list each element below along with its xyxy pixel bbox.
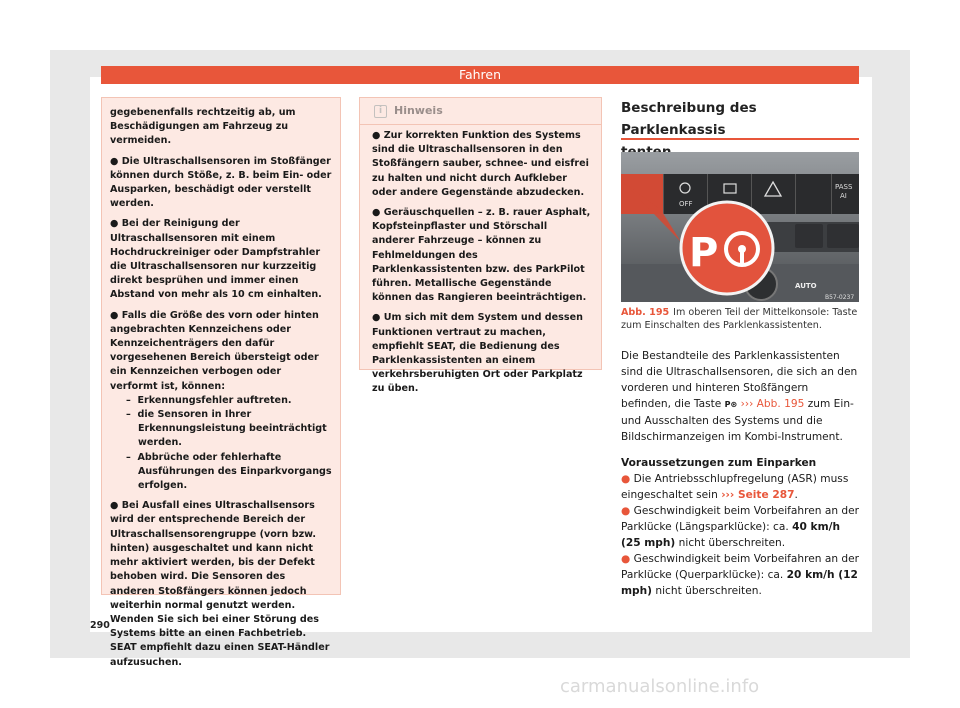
- bullet-text: Bei Ausfall eines Ultraschallsensors wird der entsprechende Bereich der Ultraschallsensorengruppe (vorn bzw. hinten) ausgeschaltet und kann nicht mehr aktiviert werden, bis der Defekt behoben wird. Die Sensoren des anderen Stoßfängers können jedoch weiterhin normal genutzt werden. Wenden Sie sich bei einer Störung des Systems bitte an einen Fachbetrieb. SEAT empfiehlt dazu einen SEAT-Händler aufzusuchen.: [110, 500, 330, 668]
- requirement-text: nicht überschreiten.: [655, 585, 762, 597]
- hinweis-bullet: [372, 311, 591, 396]
- title-rule: [621, 138, 859, 140]
- caption-text: Im oberen Teil der Mittelkonsole: Taste zum Einschalten des Parklenkassistenten.: [621, 307, 858, 331]
- bullet-icon: ●: [110, 218, 122, 230]
- requirement-text: Die Antriebsschlupfregelung (ASR) muss eingeschaltet sein: [621, 473, 849, 501]
- caption-label: Abb. 195: [621, 307, 670, 318]
- warning-bullet: [110, 155, 332, 212]
- requirement-text: nicht überschreiten.: [678, 537, 786, 549]
- requirement-text: Geschwindigkeit beim Vorbeifahren an der Parklücke (Querparklücke): ca.: [621, 553, 860, 581]
- info-icon: i: [374, 105, 387, 118]
- console-figure: [621, 152, 859, 302]
- body-text: [621, 348, 859, 599]
- paragraph-text: zum Ein- und Ausschalten des Systems und die Bildschirmanzeigen im Kombi-Instrument.: [621, 398, 854, 443]
- bullet-icon: ●: [621, 505, 634, 517]
- watermark: carmanualsonline.info: [560, 676, 760, 697]
- dash-text: die Sensoren in Ihrer Erkennungsleistung beeinträchtigt werden.: [137, 409, 327, 449]
- hinweis-title: Hinweis: [394, 103, 443, 117]
- bullet-text: Die Ultraschallsensoren im Stoßfänger können durch Stöße, z. B. beim Ein- oder Ausparken, beschädigt oder verstellt werden.: [110, 155, 332, 210]
- section-title-line: Beschreibung des Parklenkassis: [621, 100, 757, 138]
- airbag-label: AI: [840, 192, 847, 200]
- hinweis-bullet: [372, 206, 591, 305]
- intro-paragraph: [621, 348, 859, 445]
- requirement-text: Geschwindigkeit beim Vorbeifahren an der Parklücke (Längsparklücke): ca.: [621, 505, 860, 533]
- dash-text: Erkennungsfehler auftreten.: [137, 394, 292, 406]
- bullet-text: Bei der Reinigung der Ultraschallsensoren mit einem Hochdruckreiniger oder Dampfstrahler die Ultraschallsensoren nur kurzzeitig direkt besprühen und immer einen Abstand von mehr als 10 cm einhalten.: [110, 218, 322, 301]
- page-number: 290: [90, 620, 110, 631]
- bullet-icon: ●: [372, 312, 384, 324]
- speed-value: 40 km/h (25 mph): [621, 521, 841, 549]
- requirement-item: [621, 551, 859, 599]
- hinweis-bullet: [372, 129, 591, 200]
- off-label: OFF: [679, 200, 693, 208]
- requirement-item: [621, 503, 859, 551]
- dash-item: – Erkennungsfehler auftreten.: [126, 394, 292, 406]
- park-button-icon: P⊛: [724, 400, 738, 409]
- bullet-text: Geräuschquellen – z. B. rauer Asphalt, Kopfsteinpflaster und Störschall anderer Fahrzeuge – können zu Fehlmeldungen des Parklenkassistenten bzw. des ParkPilot führen. Metallische Gegenstände können das Rangieren beeinträchtigen.: [372, 207, 591, 304]
- dash-item: – Abbrüche oder fehlerhafte Ausführungen des Einparkvorgangs erfolgen.: [126, 451, 332, 492]
- page-reference-link[interactable]: ››› Seite 287: [721, 489, 795, 501]
- chapter-header: Fahren: [101, 66, 859, 84]
- hinweis-box: [359, 97, 602, 395]
- bullet-icon: ●: [110, 500, 122, 512]
- warning-bullet: [110, 309, 332, 394]
- warning-box: [101, 97, 341, 668]
- paragraph-text: Die Bestandteile des Parklenkassistenten sind die Ultraschallsensoren, die sich an den vorderen und hinteren Stoßfängern befinden, die Taste: [621, 350, 858, 410]
- requirement-item: [621, 471, 859, 503]
- figure-code: B57-0237: [825, 294, 855, 301]
- figure-reference-link[interactable]: ››› Abb. 195: [740, 398, 805, 410]
- bullet-icon: ●: [372, 207, 384, 219]
- dash-text: Abbrüche oder fehlerhafte Ausführungen des Einparkvorgangs erfolgen.: [137, 451, 332, 492]
- bullet-icon: ●: [621, 553, 634, 565]
- pass-label: PASS: [835, 183, 853, 191]
- bullet-text: Zur korrekten Funktion des Systems sind die Ultraschallsensoren in den Stoßfängern sauber, schnee- und eisfrei zu halten und nicht durch Aufkleber oder andere Gegenstände abzudecken.: [372, 130, 589, 198]
- bullet-text: Um sich mit dem System und dessen Funktionen vertraut zu machen, empfiehlt SEAT, die Bedienung des Parklenkassistenten an einem verkehrsberuhigten Ort oder Parkplatz zu üben.: [372, 312, 583, 395]
- hinweis-body: [360, 125, 601, 397]
- bullet-icon: ●: [110, 309, 122, 321]
- requirement-text: .: [794, 489, 798, 501]
- warning-intro: gegebenenfalls rechtzeitig ab, um Beschädigungen am Fahrzeug zu vermeiden.: [110, 107, 296, 147]
- dash-item: – die Sensoren in Ihrer Erkennungsleistung beeinträchtigt werden.: [126, 409, 327, 449]
- figure-caption: [621, 306, 859, 332]
- warning-bullet: [110, 217, 332, 302]
- bullet-icon: ●: [372, 130, 384, 141]
- subheading: Voraussetzungen zum Einparken: [621, 457, 817, 469]
- speed-value: 20 km/h (12 mph): [621, 569, 858, 597]
- console-illustration: [621, 152, 859, 302]
- park-p-icon: P: [689, 230, 719, 276]
- warning-bullet: [110, 499, 332, 669]
- bullet-text: Falls die Größe des vorn oder hinten angebrachten Kennzeichens oder Kennzeichenträgers den dafür vorgesehenen Bereich übersteigt oder ein Kennzeichen verbogen oder verformt ist, können:: [110, 309, 319, 392]
- auto-label: AUTO: [795, 282, 817, 290]
- bullet-icon: ●: [110, 155, 122, 167]
- bullet-icon: ●: [621, 473, 634, 485]
- hinweis-header: [360, 98, 601, 125]
